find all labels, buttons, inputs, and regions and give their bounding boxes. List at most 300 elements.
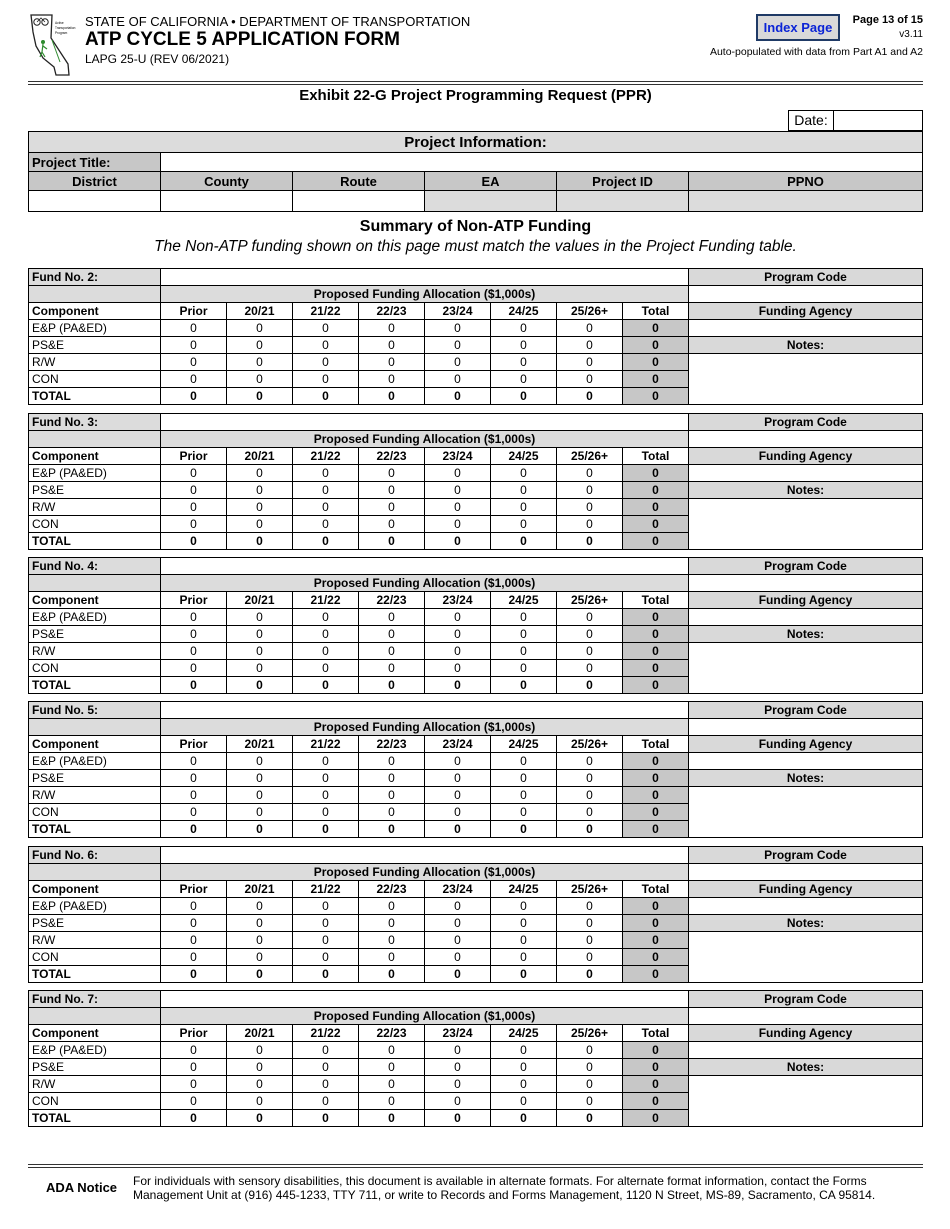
funding-cell[interactable]: 0 bbox=[293, 354, 359, 371]
funding-cell[interactable]: 0 bbox=[557, 949, 623, 966]
funding-cell[interactable]: 0 bbox=[293, 753, 359, 770]
program-code-field[interactable] bbox=[689, 575, 923, 592]
funding-cell: 0 bbox=[227, 533, 293, 550]
funding-cell[interactable]: 0 bbox=[359, 932, 425, 949]
funding-cell[interactable]: 0 bbox=[359, 371, 425, 388]
funding-cell: 0 bbox=[161, 533, 227, 550]
funding-cell[interactable]: 0 bbox=[359, 787, 425, 804]
component-rw: R/W bbox=[29, 643, 161, 660]
funding-cell[interactable]: 0 bbox=[425, 320, 491, 337]
autopopulate-note: Auto-populated with data from Part A1 and A2 bbox=[709, 46, 923, 58]
funding-cell[interactable]: 0 bbox=[227, 770, 293, 787]
funding-cell[interactable]: 0 bbox=[359, 753, 425, 770]
component-ep-paed: E&P (PA&ED) bbox=[29, 609, 161, 626]
funding-cell[interactable]: 0 bbox=[557, 898, 623, 915]
route-header: Route bbox=[293, 172, 425, 191]
funding-cell[interactable]: 0 bbox=[359, 320, 425, 337]
column-header: 21/22 bbox=[293, 1025, 359, 1042]
funding-cell[interactable]: 0 bbox=[293, 949, 359, 966]
component-pse: PS&E bbox=[29, 337, 161, 354]
notes-field[interactable] bbox=[689, 643, 923, 694]
component-con: CON bbox=[29, 1093, 161, 1110]
footer-divider bbox=[28, 1164, 923, 1168]
project-id-header: Project ID bbox=[557, 172, 689, 191]
funding-cell[interactable]: 0 bbox=[359, 770, 425, 787]
program-code-field[interactable] bbox=[689, 431, 923, 448]
funding-cell[interactable]: 0 bbox=[491, 915, 557, 932]
funding-cell[interactable]: 0 bbox=[227, 898, 293, 915]
column-header: Total bbox=[623, 736, 689, 753]
funding-cell[interactable]: 0 bbox=[491, 371, 557, 388]
funding-cell[interactable]: 0 bbox=[491, 626, 557, 643]
funding-cell[interactable]: 0 bbox=[359, 898, 425, 915]
funding-agency-label: Funding Agency bbox=[689, 303, 923, 320]
column-header: 24/25 bbox=[491, 1025, 557, 1042]
funding-cell[interactable]: 0 bbox=[161, 626, 227, 643]
component-pse: PS&E bbox=[29, 1059, 161, 1076]
funding-cell[interactable]: 0 bbox=[161, 787, 227, 804]
funding-cell[interactable]: 0 bbox=[557, 804, 623, 821]
funding-cell[interactable]: 0 bbox=[425, 898, 491, 915]
funding-cell[interactable]: 0 bbox=[293, 787, 359, 804]
funding-cell: 0 bbox=[359, 388, 425, 405]
funding-cell[interactable]: 0 bbox=[161, 482, 227, 499]
funding-cell[interactable]: 0 bbox=[227, 499, 293, 516]
funding-cell[interactable]: 0 bbox=[227, 516, 293, 533]
funding-cell[interactable]: 0 bbox=[161, 898, 227, 915]
funding-cell[interactable]: 0 bbox=[293, 337, 359, 354]
funding-cell[interactable]: 0 bbox=[491, 609, 557, 626]
column-header: 23/24 bbox=[425, 736, 491, 753]
funding-cell[interactable]: 0 bbox=[359, 804, 425, 821]
funding-cell[interactable]: 0 bbox=[425, 770, 491, 787]
column-header: 25/26+ bbox=[557, 881, 623, 898]
notes-label: Notes: bbox=[689, 915, 923, 932]
column-header: 20/21 bbox=[227, 881, 293, 898]
funding-cell[interactable]: 0 bbox=[161, 499, 227, 516]
funding-cell[interactable]: 0 bbox=[293, 915, 359, 932]
column-header: Prior bbox=[161, 881, 227, 898]
funding-cell[interactable]: 0 bbox=[293, 898, 359, 915]
funding-cell[interactable]: 0 bbox=[425, 626, 491, 643]
funding-agency-field[interactable] bbox=[689, 465, 923, 482]
row-total: 0 bbox=[623, 626, 689, 643]
funding-cell[interactable]: 0 bbox=[557, 643, 623, 660]
funding-cell[interactable]: 0 bbox=[425, 1076, 491, 1093]
funding-cell[interactable]: 0 bbox=[491, 337, 557, 354]
funding-cell[interactable]: 0 bbox=[293, 516, 359, 533]
program-code-label: Program Code bbox=[689, 702, 923, 719]
funding-cell[interactable]: 0 bbox=[293, 465, 359, 482]
funding-cell[interactable]: 0 bbox=[293, 609, 359, 626]
funding-cell[interactable]: 0 bbox=[557, 465, 623, 482]
funding-cell[interactable]: 0 bbox=[425, 949, 491, 966]
column-header: 24/25 bbox=[491, 448, 557, 465]
fund-label: Fund No. 2: bbox=[29, 269, 161, 286]
funding-cell[interactable]: 0 bbox=[227, 626, 293, 643]
column-header: 24/25 bbox=[491, 303, 557, 320]
funding-cell[interactable]: 0 bbox=[425, 660, 491, 677]
column-header: 25/26+ bbox=[557, 448, 623, 465]
california-atp-logo bbox=[28, 12, 76, 78]
funding-cell: 0 bbox=[359, 1110, 425, 1127]
funding-cell[interactable]: 0 bbox=[293, 643, 359, 660]
funding-cell[interactable]: 0 bbox=[557, 770, 623, 787]
fund-label: Fund No. 6: bbox=[29, 847, 161, 864]
funding-cell[interactable]: 0 bbox=[161, 609, 227, 626]
row-total: 0 bbox=[623, 753, 689, 770]
funding-cell[interactable]: 0 bbox=[425, 371, 491, 388]
program-code-field[interactable] bbox=[689, 719, 923, 736]
funding-cell[interactable]: 0 bbox=[359, 1076, 425, 1093]
funding-cell[interactable]: 0 bbox=[293, 1076, 359, 1093]
funding-cell: 0 bbox=[557, 966, 623, 983]
funding-cell[interactable]: 0 bbox=[227, 609, 293, 626]
row-total: 0 bbox=[623, 932, 689, 949]
funding-cell[interactable]: 0 bbox=[359, 915, 425, 932]
funding-cell[interactable]: 0 bbox=[227, 949, 293, 966]
funding-cell[interactable]: 0 bbox=[491, 660, 557, 677]
funding-cell[interactable]: 0 bbox=[293, 804, 359, 821]
funding-cell[interactable]: 0 bbox=[557, 337, 623, 354]
column-header: 22/23 bbox=[359, 736, 425, 753]
funding-cell[interactable]: 0 bbox=[557, 787, 623, 804]
component-con: CON bbox=[29, 804, 161, 821]
summary-subtitle: The Non-ATP funding shown on this page must match the values in the Project Funding table. bbox=[154, 238, 797, 255]
funding-cell[interactable]: 0 bbox=[491, 643, 557, 660]
row-total: 0 bbox=[623, 915, 689, 932]
funding-cell[interactable]: 0 bbox=[491, 898, 557, 915]
notes-field[interactable] bbox=[689, 499, 923, 550]
index-page-button[interactable]: Index Page bbox=[756, 14, 840, 41]
funding-cell[interactable]: 0 bbox=[161, 915, 227, 932]
funding-cell[interactable]: 0 bbox=[557, 1076, 623, 1093]
funding-cell[interactable]: 0 bbox=[557, 660, 623, 677]
funding-cell[interactable]: 0 bbox=[425, 804, 491, 821]
row-total: 0 bbox=[623, 371, 689, 388]
component-ep-paed: E&P (PA&ED) bbox=[29, 1042, 161, 1059]
ppno-field bbox=[689, 191, 923, 212]
date-field[interactable] bbox=[834, 111, 922, 130]
funding-cell[interactable]: 0 bbox=[227, 465, 293, 482]
funding-cell[interactable]: 0 bbox=[425, 354, 491, 371]
funding-cell[interactable]: 0 bbox=[491, 932, 557, 949]
funding-cell[interactable]: 0 bbox=[425, 609, 491, 626]
column-header: 23/24 bbox=[425, 448, 491, 465]
funding-cell: 0 bbox=[161, 677, 227, 694]
funding-cell[interactable]: 0 bbox=[557, 320, 623, 337]
column-header: 25/26+ bbox=[557, 592, 623, 609]
notes-label: Notes: bbox=[689, 337, 923, 354]
funding-cell[interactable]: 0 bbox=[359, 660, 425, 677]
funding-cell[interactable]: 0 bbox=[161, 1093, 227, 1110]
funding-cell[interactable]: 0 bbox=[491, 1042, 557, 1059]
funding-cell[interactable]: 0 bbox=[359, 337, 425, 354]
funding-cell[interactable]: 0 bbox=[227, 660, 293, 677]
fund-name-field[interactable] bbox=[161, 702, 689, 719]
fund-name-field[interactable] bbox=[161, 269, 689, 286]
column-header: 25/26+ bbox=[557, 1025, 623, 1042]
notes-field[interactable] bbox=[689, 932, 923, 983]
funding-cell[interactable]: 0 bbox=[293, 660, 359, 677]
funding-cell[interactable]: 0 bbox=[161, 320, 227, 337]
funding-cell[interactable]: 0 bbox=[359, 609, 425, 626]
county-field[interactable] bbox=[161, 191, 293, 212]
funding-agency-field[interactable] bbox=[689, 320, 923, 337]
row-total: 0 bbox=[623, 354, 689, 371]
funding-cell[interactable]: 0 bbox=[491, 949, 557, 966]
funding-cell[interactable]: 0 bbox=[293, 482, 359, 499]
funding-cell[interactable]: 0 bbox=[491, 1059, 557, 1076]
funding-cell[interactable]: 0 bbox=[557, 354, 623, 371]
component-rw: R/W bbox=[29, 354, 161, 371]
funding-cell[interactable]: 0 bbox=[227, 787, 293, 804]
row-total: 0 bbox=[623, 787, 689, 804]
funding-cell[interactable]: 0 bbox=[359, 499, 425, 516]
funding-cell[interactable]: 0 bbox=[491, 354, 557, 371]
funding-cell[interactable]: 0 bbox=[227, 371, 293, 388]
date-box bbox=[788, 110, 923, 131]
component-total: TOTAL bbox=[29, 1110, 161, 1127]
funding-cell[interactable]: 0 bbox=[227, 482, 293, 499]
route-field[interactable] bbox=[293, 191, 425, 212]
component-rw: R/W bbox=[29, 1076, 161, 1093]
funding-cell: 0 bbox=[293, 677, 359, 694]
funding-cell[interactable]: 0 bbox=[161, 753, 227, 770]
funding-cell[interactable]: 0 bbox=[227, 643, 293, 660]
funding-cell[interactable]: 0 bbox=[293, 1093, 359, 1110]
funding-cell[interactable]: 0 bbox=[161, 465, 227, 482]
fund-label: Fund No. 4: bbox=[29, 558, 161, 575]
funding-cell[interactable]: 0 bbox=[227, 932, 293, 949]
column-header: 23/24 bbox=[425, 881, 491, 898]
funding-cell[interactable]: 0 bbox=[557, 932, 623, 949]
form-title: ATP CYCLE 5 APPLICATION FORM bbox=[85, 29, 400, 50]
funding-cell: 0 bbox=[161, 1110, 227, 1127]
funding-cell[interactable]: 0 bbox=[227, 354, 293, 371]
column-header: 21/22 bbox=[293, 881, 359, 898]
column-header: 20/21 bbox=[227, 736, 293, 753]
column-header: 24/25 bbox=[491, 592, 557, 609]
fund-table bbox=[28, 557, 923, 694]
notes-field[interactable] bbox=[689, 1076, 923, 1127]
funding-cell[interactable]: 0 bbox=[425, 787, 491, 804]
funding-cell: 0 bbox=[293, 1110, 359, 1127]
funding-cell[interactable]: 0 bbox=[227, 1059, 293, 1076]
funding-cell[interactable]: 0 bbox=[161, 354, 227, 371]
funding-cell: 0 bbox=[557, 821, 623, 838]
fund-name-field[interactable] bbox=[161, 414, 689, 431]
funding-cell: 0 bbox=[293, 388, 359, 405]
program-code-field[interactable] bbox=[689, 286, 923, 303]
funding-cell[interactable]: 0 bbox=[557, 1059, 623, 1076]
funding-cell: 0 bbox=[161, 966, 227, 983]
fund-table bbox=[28, 413, 923, 550]
fund-table bbox=[28, 268, 923, 405]
funding-cell[interactable]: 0 bbox=[425, 1093, 491, 1110]
funding-cell[interactable]: 0 bbox=[227, 337, 293, 354]
funding-cell[interactable]: 0 bbox=[491, 465, 557, 482]
funding-cell[interactable]: 0 bbox=[293, 626, 359, 643]
funding-cell[interactable]: 0 bbox=[227, 915, 293, 932]
funding-cell[interactable]: 0 bbox=[161, 371, 227, 388]
notes-field[interactable] bbox=[689, 354, 923, 405]
funding-agency-field[interactable] bbox=[689, 1042, 923, 1059]
column-header: Prior bbox=[161, 1025, 227, 1042]
funding-cell[interactable]: 0 bbox=[359, 516, 425, 533]
funding-agency-field[interactable] bbox=[689, 898, 923, 915]
notes-label: Notes: bbox=[689, 770, 923, 787]
funding-cell[interactable]: 0 bbox=[491, 499, 557, 516]
funding-cell[interactable]: 0 bbox=[359, 465, 425, 482]
fund-name-field[interactable] bbox=[161, 558, 689, 575]
funding-cell[interactable]: 0 bbox=[425, 482, 491, 499]
funding-cell[interactable]: 0 bbox=[161, 1059, 227, 1076]
project-information-heading: Project Information: bbox=[29, 132, 923, 153]
funding-cell[interactable]: 0 bbox=[491, 1093, 557, 1110]
funding-cell[interactable]: 0 bbox=[227, 320, 293, 337]
funding-cell[interactable]: 0 bbox=[359, 354, 425, 371]
funding-cell[interactable]: 0 bbox=[359, 482, 425, 499]
project-id-field bbox=[557, 191, 689, 212]
funding-cell: 0 bbox=[227, 821, 293, 838]
funding-cell[interactable]: 0 bbox=[491, 482, 557, 499]
fund-table bbox=[28, 846, 923, 983]
funding-cell[interactable]: 0 bbox=[425, 1059, 491, 1076]
funding-cell[interactable]: 0 bbox=[293, 1059, 359, 1076]
funding-cell[interactable]: 0 bbox=[491, 516, 557, 533]
funding-cell[interactable]: 0 bbox=[557, 1093, 623, 1110]
column-header: Component bbox=[29, 1025, 161, 1042]
funding-cell[interactable]: 0 bbox=[161, 949, 227, 966]
program-code-label: Program Code bbox=[689, 414, 923, 431]
allocation-spacer bbox=[29, 575, 161, 592]
project-title-field[interactable] bbox=[161, 153, 923, 172]
ada-notice-label: ADA Notice bbox=[46, 1180, 118, 1195]
funding-cell[interactable]: 0 bbox=[425, 753, 491, 770]
funding-agency-label: Funding Agency bbox=[689, 881, 923, 898]
column-header: Prior bbox=[161, 736, 227, 753]
funding-cell[interactable]: 0 bbox=[293, 320, 359, 337]
funding-cell[interactable]: 0 bbox=[161, 932, 227, 949]
row-total: 0 bbox=[623, 1110, 689, 1127]
funding-cell[interactable]: 0 bbox=[359, 643, 425, 660]
funding-cell[interactable]: 0 bbox=[227, 804, 293, 821]
column-header: 21/22 bbox=[293, 592, 359, 609]
funding-cell[interactable]: 0 bbox=[359, 1059, 425, 1076]
funding-cell[interactable]: 0 bbox=[425, 1042, 491, 1059]
fund-name-field[interactable] bbox=[161, 991, 689, 1008]
row-total: 0 bbox=[623, 1059, 689, 1076]
funding-cell[interactable]: 0 bbox=[161, 516, 227, 533]
funding-cell[interactable]: 0 bbox=[293, 1042, 359, 1059]
funding-cell[interactable]: 0 bbox=[491, 804, 557, 821]
component-total: TOTAL bbox=[29, 388, 161, 405]
funding-cell[interactable]: 0 bbox=[557, 499, 623, 516]
funding-cell[interactable]: 0 bbox=[425, 337, 491, 354]
column-header: 24/25 bbox=[491, 881, 557, 898]
fund-label: Fund No. 3: bbox=[29, 414, 161, 431]
funding-cell[interactable]: 0 bbox=[293, 932, 359, 949]
funding-cell[interactable]: 0 bbox=[359, 1093, 425, 1110]
funding-cell[interactable]: 0 bbox=[161, 337, 227, 354]
funding-cell[interactable]: 0 bbox=[491, 320, 557, 337]
funding-agency-field[interactable] bbox=[689, 753, 923, 770]
funding-cell[interactable]: 0 bbox=[293, 371, 359, 388]
funding-cell[interactable]: 0 bbox=[557, 482, 623, 499]
funding-cell[interactable]: 0 bbox=[491, 787, 557, 804]
funding-cell[interactable]: 0 bbox=[425, 499, 491, 516]
funding-cell[interactable]: 0 bbox=[359, 1042, 425, 1059]
funding-cell[interactable]: 0 bbox=[161, 770, 227, 787]
funding-cell[interactable]: 0 bbox=[227, 1076, 293, 1093]
funding-cell: 0 bbox=[293, 966, 359, 983]
funding-cell[interactable]: 0 bbox=[491, 1076, 557, 1093]
notes-field[interactable] bbox=[689, 787, 923, 838]
funding-agency-label: Funding Agency bbox=[689, 1025, 923, 1042]
funding-cell[interactable]: 0 bbox=[293, 770, 359, 787]
funding-cell[interactable]: 0 bbox=[557, 609, 623, 626]
funding-cell[interactable]: 0 bbox=[227, 1042, 293, 1059]
row-total: 0 bbox=[623, 499, 689, 516]
funding-cell[interactable]: 0 bbox=[161, 660, 227, 677]
fund-name-field[interactable] bbox=[161, 847, 689, 864]
funding-cell[interactable]: 0 bbox=[425, 465, 491, 482]
funding-cell[interactable]: 0 bbox=[227, 753, 293, 770]
funding-cell[interactable]: 0 bbox=[161, 1042, 227, 1059]
component-ep-paed: E&P (PA&ED) bbox=[29, 898, 161, 915]
column-header: Component bbox=[29, 303, 161, 320]
funding-cell[interactable]: 0 bbox=[557, 516, 623, 533]
ea-field bbox=[425, 191, 557, 212]
funding-cell: 0 bbox=[425, 821, 491, 838]
allocation-spacer bbox=[29, 1008, 161, 1025]
funding-cell[interactable]: 0 bbox=[161, 1076, 227, 1093]
funding-cell[interactable]: 0 bbox=[557, 915, 623, 932]
district-field[interactable] bbox=[29, 191, 161, 212]
page-number: Page 13 of 15 bbox=[852, 14, 923, 26]
component-rw: R/W bbox=[29, 932, 161, 949]
component-con: CON bbox=[29, 516, 161, 533]
funding-cell[interactable]: 0 bbox=[227, 1093, 293, 1110]
funding-cell[interactable]: 0 bbox=[425, 915, 491, 932]
funding-cell[interactable]: 0 bbox=[425, 516, 491, 533]
funding-cell: 0 bbox=[359, 677, 425, 694]
funding-cell[interactable]: 0 bbox=[491, 753, 557, 770]
funding-cell[interactable]: 0 bbox=[359, 626, 425, 643]
funding-cell[interactable]: 0 bbox=[161, 643, 227, 660]
row-total: 0 bbox=[623, 949, 689, 966]
funding-cell[interactable]: 0 bbox=[425, 932, 491, 949]
funding-cell[interactable]: 0 bbox=[293, 499, 359, 516]
funding-cell[interactable]: 0 bbox=[425, 643, 491, 660]
funding-cell[interactable]: 0 bbox=[557, 753, 623, 770]
component-pse: PS&E bbox=[29, 482, 161, 499]
program-code-field[interactable] bbox=[689, 1008, 923, 1025]
version-label: v3.11 bbox=[899, 29, 923, 40]
funding-cell[interactable]: 0 bbox=[557, 1042, 623, 1059]
component-total: TOTAL bbox=[29, 533, 161, 550]
component-pse: PS&E bbox=[29, 626, 161, 643]
funding-cell[interactable]: 0 bbox=[359, 949, 425, 966]
program-code-field[interactable] bbox=[689, 864, 923, 881]
column-header: 25/26+ bbox=[557, 736, 623, 753]
funding-cell[interactable]: 0 bbox=[557, 371, 623, 388]
funding-cell[interactable]: 0 bbox=[161, 804, 227, 821]
funding-agency-field[interactable] bbox=[689, 609, 923, 626]
funding-cell[interactable]: 0 bbox=[557, 626, 623, 643]
funding-cell[interactable]: 0 bbox=[491, 770, 557, 787]
